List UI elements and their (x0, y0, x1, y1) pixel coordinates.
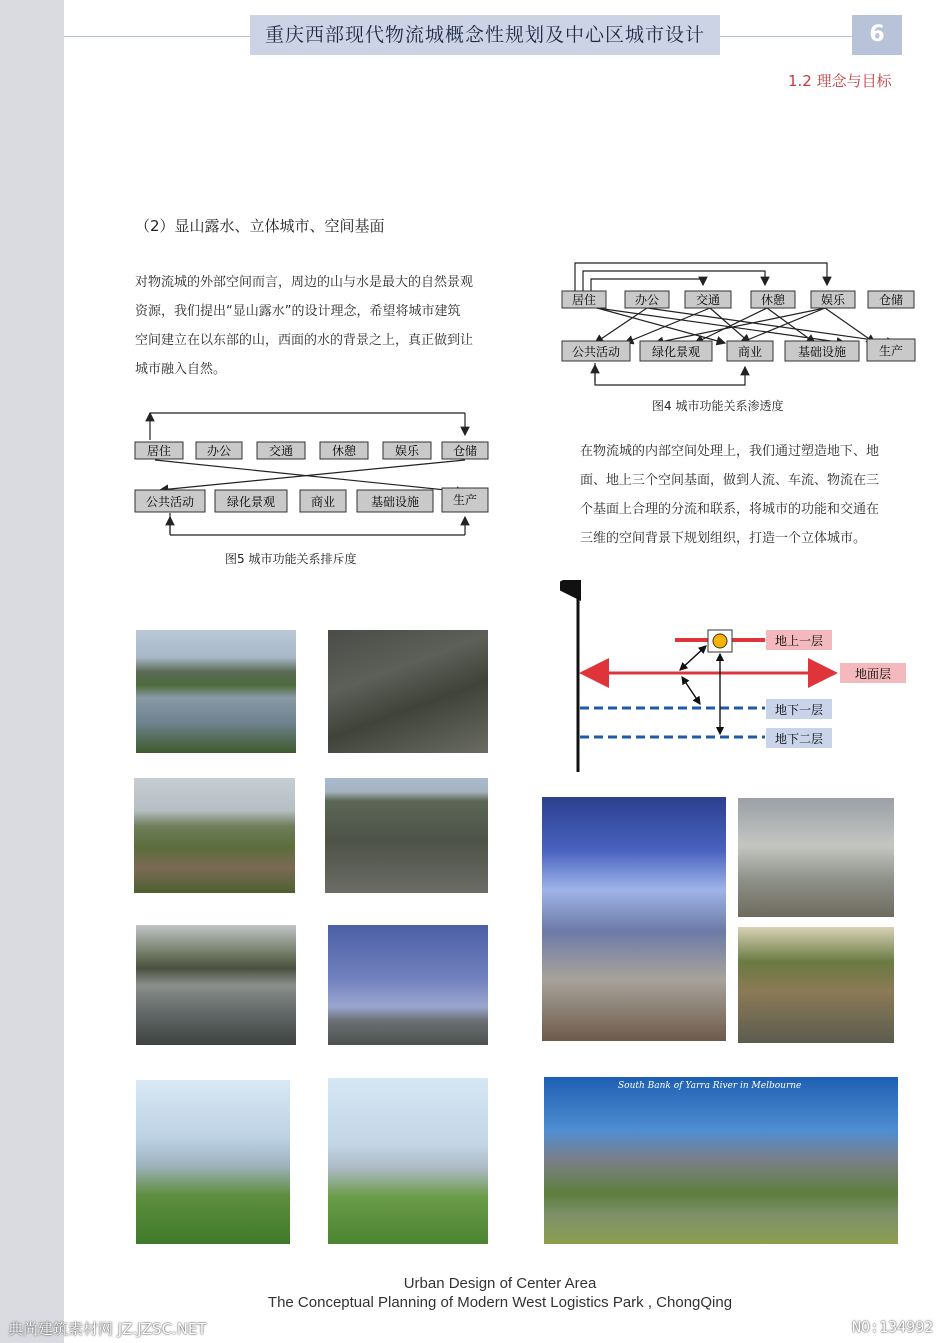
right-paragraph (580, 437, 910, 553)
fig4-node-residence: 居住 (571, 293, 597, 307)
fig4-node-storage: 仓储 (878, 293, 904, 307)
fig4-node-infrastructure: 基础设施 (797, 345, 847, 359)
photo-village-hills (134, 778, 295, 893)
photo-aerial-terrain-2 (325, 778, 488, 893)
level-above1-label: 地上一层 (774, 634, 824, 648)
level-ground-label: 地面层 (854, 667, 892, 681)
section-label: 1.2 理念与目标 (788, 72, 892, 90)
photo-green-corridor-render-2 (328, 1078, 488, 1244)
fig4-diagram (555, 255, 925, 390)
fig5-node-storage: 仓储 (452, 444, 478, 458)
fig5-node-production: 生产 (452, 493, 478, 507)
fig4-node-production: 生产 (878, 344, 904, 358)
photo-aerial-terrain-1 (328, 630, 488, 753)
fig5-bottom-row (135, 488, 488, 512)
level-below2-label: 地下二层 (774, 732, 824, 746)
text-line: 空间建立在以东部的山，西面的水的背景之上，真正做到让 (135, 333, 474, 348)
page-number: 6 (852, 15, 902, 55)
left-paragraph (135, 268, 495, 384)
fig5-diagram (130, 405, 495, 545)
footer-line-2: The Conceptual Planning of Modern West Logistics Park , ChongQing (267, 1294, 733, 1311)
fig4-node-commerce: 商业 (737, 345, 763, 359)
photo-green-corridor-render-1 (136, 1080, 290, 1244)
fig5-node-infrastructure: 基础设施 (370, 495, 420, 509)
level-diagram (560, 580, 920, 780)
fig5-node-green: 绿化景观 (226, 495, 276, 509)
fig5-node-residence: 居住 (146, 444, 172, 458)
fig5-node-office: 办公 (206, 444, 232, 458)
photo-station-concourse (738, 927, 894, 1043)
photo-credit: South Bank of Yarra River in Melbourne (618, 1081, 802, 1091)
text-line: 资源，我们提出“显山露水”的设计理念，希望将城市建筑 (135, 304, 461, 319)
watermark-right: NO:134992 (852, 1318, 934, 1336)
fig4-node-rest: 休憩 (760, 293, 786, 307)
fig4-bottom-row (562, 339, 915, 361)
text-line: 城市融入自然。 (135, 362, 227, 377)
photo-plaza-fountain (738, 798, 894, 917)
fig4-caption: 图4 城市功能关系渗透度 (652, 399, 784, 413)
fig4-node-public: 公共活动 (571, 345, 621, 359)
photo-mall-interior (542, 797, 726, 1041)
text-line: 对物流城的外部空间而言，周边的山与水是最大的自然景观 (135, 275, 474, 290)
text-line: 个基面上合理的分流和联系，将城市的功能和交通在 (580, 502, 880, 517)
fig4-node-green: 绿化景观 (651, 345, 701, 359)
photo-melbourne-skyline (544, 1077, 898, 1244)
fig5-node-rest: 休憩 (331, 444, 357, 458)
watermark-left: 典尚建筑素材网 JZ.JZSC.NET (8, 1320, 207, 1338)
subheading: （2）显山露水、立体城市、空间基面 (135, 217, 385, 235)
left-sidebar-band (0, 0, 64, 1343)
fig4-top-row (562, 291, 914, 308)
page-title: 重庆西部现代物流城概念性规划及中心区城市设计 (250, 15, 720, 55)
fig4-node-entertainment: 娱乐 (820, 293, 846, 307)
fig5-caption: 图5 城市功能关系排斥度 (225, 552, 357, 566)
photo-lake-landscape (136, 630, 296, 753)
footer-line-1: Urban Design of Center Area (403, 1275, 597, 1292)
fig4-node-transport: 交通 (695, 293, 721, 307)
fig5-node-commerce: 商业 (310, 495, 336, 509)
photo-terrain-render (328, 925, 488, 1045)
level-below1-label: 地下一层 (774, 703, 824, 717)
fig5-node-public: 公共活动 (145, 495, 195, 509)
fig5-top-row (135, 442, 488, 459)
fig5-node-entertainment: 娱乐 (394, 444, 420, 458)
fig4-node-office: 办公 (634, 293, 660, 307)
photo-river-town (136, 925, 296, 1045)
text-line: 面、地上三个空间基面，做到人流、车流、物流在三 (580, 473, 880, 488)
text-line: 在物流城的内部空间处理上，我们通过塑造地下、地 (580, 444, 880, 459)
fig5-node-transport: 交通 (268, 444, 294, 458)
text-line: 三维的空间背景下规划组织，打造一个立体城市。 (580, 531, 867, 546)
